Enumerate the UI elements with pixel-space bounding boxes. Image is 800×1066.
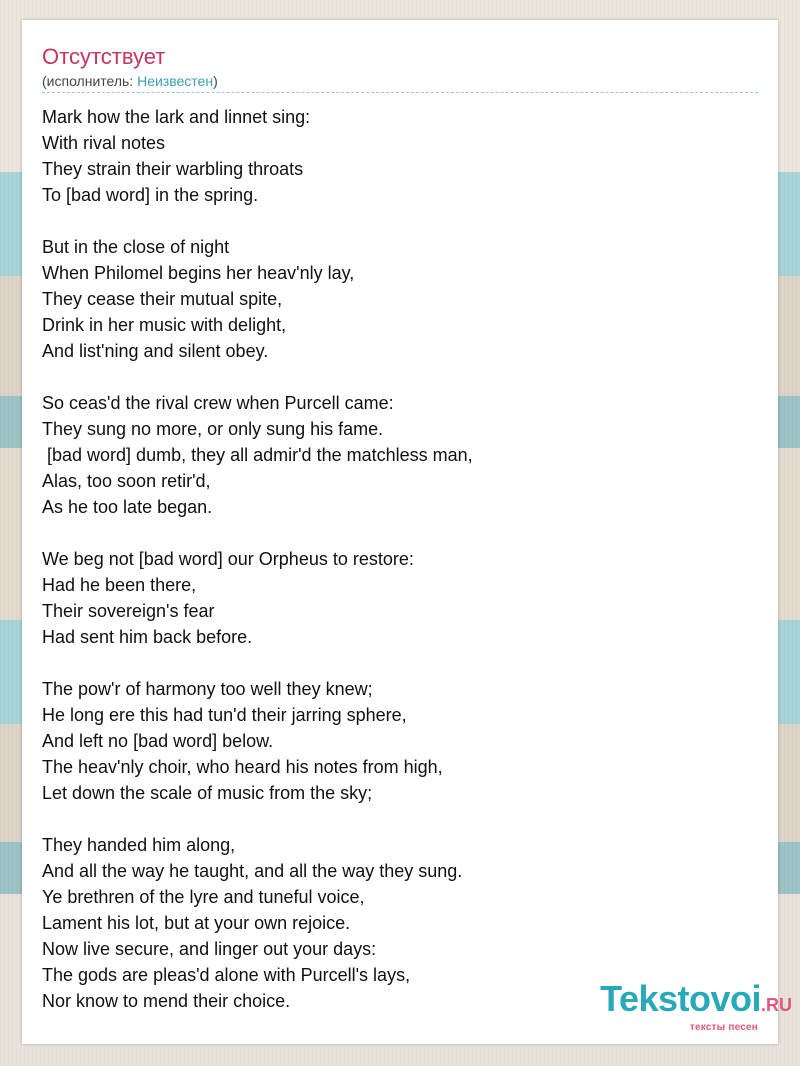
artist-prefix: (исполнитель:: [42, 73, 138, 89]
logo-tld: .RU: [761, 995, 792, 1015]
lyric-line: Alas, too soon retir'd,: [42, 471, 211, 491]
lyric-line: They cease their mutual spite,: [42, 289, 283, 309]
lyric-line: When Philomel begins her heav'nly lay,: [42, 263, 355, 283]
lyric-line: They sung no more, or only sung his fame.: [42, 419, 384, 439]
stanza-break: [42, 364, 758, 390]
lyric-line: With rival notes: [42, 133, 166, 153]
lyrics-text: [42, 104, 758, 1014]
logo-wordmark: [600, 980, 792, 1024]
logo-tagline: тексты песен: [689, 1022, 758, 1033]
header-divider: [42, 92, 758, 93]
lyric-line: Let down the scale of music from the sky;: [42, 783, 373, 803]
lyrics-card: [22, 20, 778, 1044]
lyric-line: Drink in her music with delight,: [42, 315, 287, 335]
lyric-line: Ye brethren of the lyre and tuneful voice,: [42, 887, 365, 907]
lyric-line: And all the way he taught, and all the way they sung.: [42, 861, 463, 881]
lyric-line: So ceas'd the rival crew when Purcell came:: [42, 393, 394, 413]
lyric-line: Nor know to mend their choice.: [42, 991, 291, 1011]
song-meta: [42, 73, 218, 89]
lyric-line: We beg not [bad word] our Orpheus to restore:: [42, 549, 414, 569]
stanza-break: [42, 208, 758, 234]
artist-suffix: ): [213, 73, 218, 89]
stanza-break: [42, 806, 758, 832]
lyric-line: And list'ning and silent obey.: [42, 341, 269, 361]
song-title: Отсутствует: [42, 44, 166, 69]
lyric-line: Had he been there,: [42, 575, 197, 595]
lyric-line: He long ere this had tun'd their jarring sphere,: [42, 705, 407, 725]
lyric-line: The heav'nly choir, who heard his notes from high,: [42, 757, 443, 777]
lyric-line: Had sent him back before.: [42, 627, 253, 647]
lyric-line: Lament his lot, but at your own rejoice.: [42, 913, 351, 933]
lyric-line: Their sovereign's fear: [42, 601, 215, 621]
lyric-line: Now live secure, and linger out your days:: [42, 939, 377, 959]
lyric-line: [bad word] dumb, they all admir'd the matchless man,: [42, 445, 473, 465]
lyric-line: But in the close of night: [42, 237, 230, 257]
lyric-line: As he too late began.: [42, 497, 213, 517]
artist-link[interactable]: Неизвестен: [137, 73, 214, 89]
lyric-line: The gods are pleas'd alone with Purcell's lays,: [42, 965, 411, 985]
site-logo[interactable]: [600, 980, 792, 1033]
logo-name: Tekstovoi: [600, 978, 761, 1019]
stanza-break: [42, 650, 758, 676]
lyric-line: Mark how the lark and linnet sing:: [42, 107, 311, 127]
lyric-line: They strain their warbling throats: [42, 159, 304, 179]
lyric-line: They handed him along,: [42, 835, 236, 855]
stanza-break: [42, 520, 758, 546]
lyric-line: To [bad word] in the spring.: [42, 185, 259, 205]
lyric-line: The pow'r of harmony too well they knew;: [42, 679, 373, 699]
lyric-line: And left no [bad word] below.: [42, 731, 274, 751]
